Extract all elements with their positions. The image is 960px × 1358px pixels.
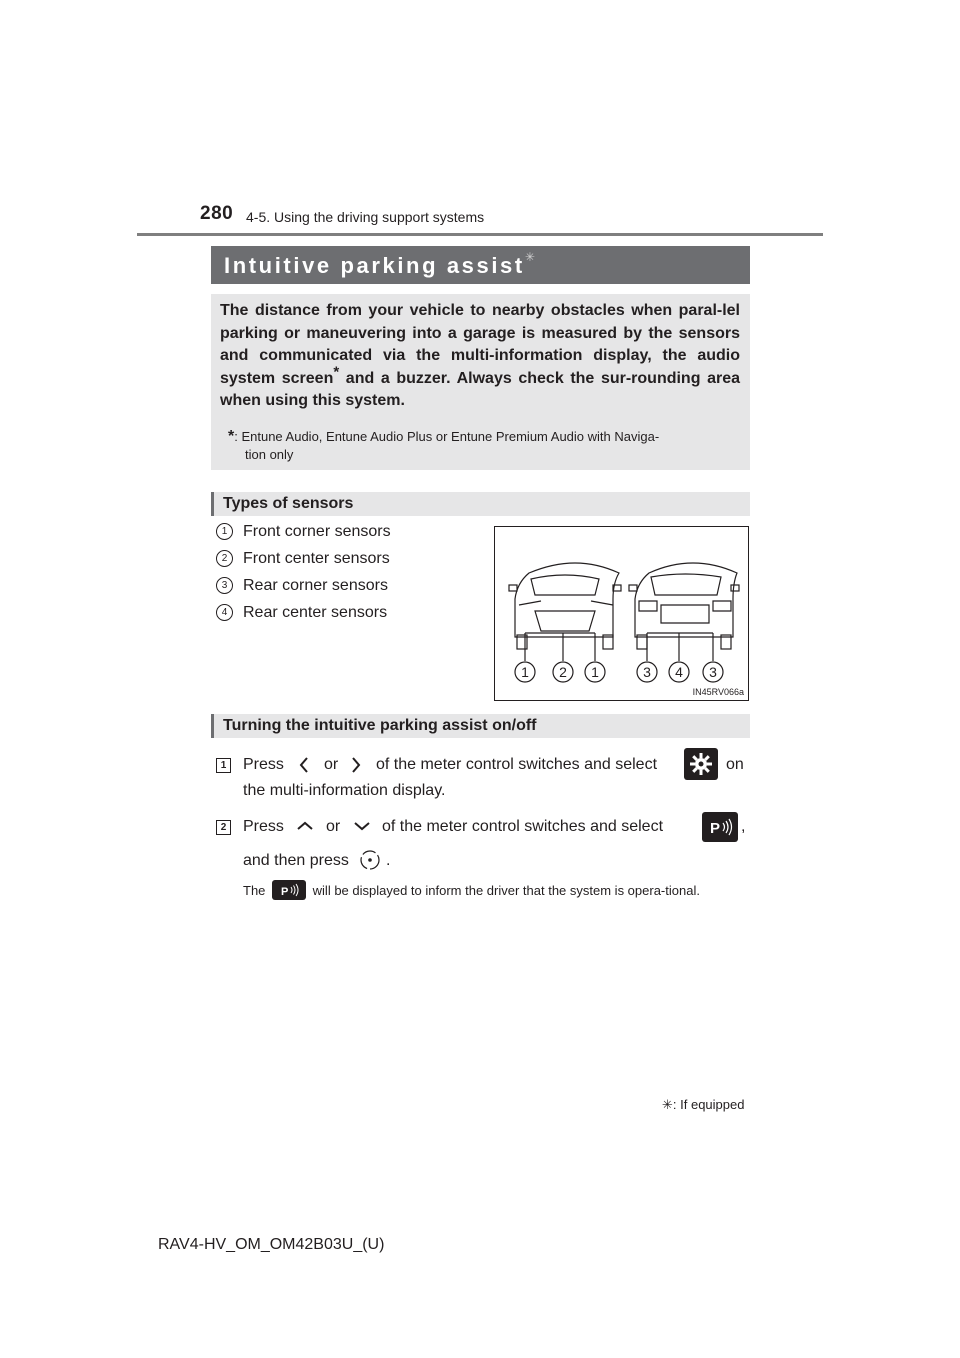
types-heading-label: Types of sensors — [223, 495, 354, 512]
intro-body-end: and a buzzer. Always check the sur-rounding area when using this system. — [220, 369, 741, 409]
intro-body: The distance from your vehicle to nearby obstacles when paral-lel parking or maneuvering into a garage is measured by the sensors and communicated via the multi-information display, the audio system screen — [220, 302, 740, 387]
gear-glyph — [684, 748, 718, 780]
step-2-comma: , — [741, 818, 746, 835]
step-2-instruction: of the meter control switches and select — [382, 818, 664, 835]
footnote-mark: * — [228, 428, 235, 445]
parking-assist-glyph — [702, 812, 738, 842]
title-label: Intuitive parking assist — [224, 253, 525, 278]
step-1-press: Press — [243, 756, 284, 773]
step-2-press: Press — [243, 818, 284, 835]
sensor-label-rear-corner: Rear corner sensors — [243, 577, 388, 594]
step-number-1: 1 — [216, 758, 231, 773]
intro-paragraph — [220, 300, 740, 413]
rear-left-mirror — [629, 585, 637, 591]
note-text-start: The — [243, 883, 266, 898]
parking-assist-icon — [702, 812, 738, 842]
sensor-number-2: 2 — [216, 550, 233, 567]
intro-box — [211, 294, 750, 470]
if-equipped-mark: ✳ — [524, 250, 535, 264]
figure-code: IN45RV066a — [692, 687, 744, 697]
front-windshield — [531, 575, 599, 595]
chevron-left-icon — [298, 756, 310, 774]
sensor-number-4: 4 — [216, 604, 233, 621]
callout-number: 2 — [559, 664, 567, 680]
sensor-location-figure — [494, 526, 749, 701]
page-number: 280 — [200, 203, 234, 224]
if-equipped-mark: ✳ — [662, 1097, 673, 1112]
rear-taillights — [639, 601, 731, 611]
sensor-number-3: 3 — [216, 577, 233, 594]
front-vehicle-body — [515, 563, 619, 637]
intro-footnote — [228, 428, 743, 464]
types-of-sensors-heading — [211, 492, 750, 516]
step-number-2: 2 — [216, 820, 231, 835]
footnote-line-2: tion only — [245, 447, 294, 462]
rear-right-mirror — [731, 585, 739, 591]
step-2-and-then-press: and then press — [243, 852, 349, 869]
rear-window — [651, 574, 721, 595]
sensor-label-rear-center: Rear center sensors — [243, 604, 388, 621]
svg-text:P: P — [281, 886, 289, 898]
gear-icon — [684, 748, 718, 780]
sensor-label-front-corner: Front corner sensors — [243, 523, 391, 540]
rear-plate-area — [661, 605, 709, 623]
callout-number: 1 — [591, 664, 599, 680]
status-note — [243, 880, 748, 900]
step-1-on: on — [726, 756, 744, 773]
chevron-down-icon — [352, 820, 372, 832]
if-equipped-footnote — [662, 1097, 744, 1113]
step-2-period: . — [386, 852, 391, 869]
if-equipped-text: : If equipped — [672, 1097, 745, 1112]
document-id: RAV4-HV_OM_OM42B03U_(U) — [158, 1236, 385, 1253]
step-2-or: or — [326, 818, 341, 835]
step-1-or: or — [324, 756, 339, 773]
chevron-right-icon — [350, 756, 362, 774]
svg-text:P: P — [710, 820, 721, 837]
front-grille — [535, 611, 595, 631]
callout-number: 3 — [643, 664, 651, 680]
callout-number: 3 — [709, 664, 717, 680]
sensor-number-1: 1 — [216, 523, 233, 540]
footnote-text: : Entune Audio, Entune Audio Plus or Entune Premium Audio with Naviga- — [234, 429, 660, 444]
step-1-instruction: of the meter control switches and select — [376, 756, 658, 773]
chevron-up-icon — [295, 820, 315, 832]
front-left-mirror — [509, 585, 517, 591]
header-divider — [137, 233, 823, 236]
step-1-line-2: the multi-information display. — [243, 782, 446, 799]
callout-number: 1 — [521, 664, 529, 680]
section-breadcrumb: 4-5. Using the driving support systems — [246, 209, 485, 225]
footnote-line-1 — [228, 428, 743, 446]
turning-on-off-heading — [211, 714, 750, 738]
intro-footnote-ref: * — [333, 363, 340, 381]
parking-assist-glyph — [272, 880, 306, 900]
note-text-end: will be displayed to inform the driver that the system is opera-tional. — [312, 883, 700, 898]
sensor-label-front-center: Front center sensors — [243, 550, 390, 567]
page-title — [224, 250, 535, 279]
ok-button-icon — [359, 849, 381, 871]
vehicle-illustration — [495, 527, 748, 700]
callout-number: 4 — [675, 664, 683, 680]
title-bar — [211, 246, 750, 284]
parking-assist-icon — [272, 880, 306, 900]
front-headlights — [519, 601, 613, 605]
toggle-heading-label: Turning the intuitive parking assist on/off — [223, 717, 537, 734]
